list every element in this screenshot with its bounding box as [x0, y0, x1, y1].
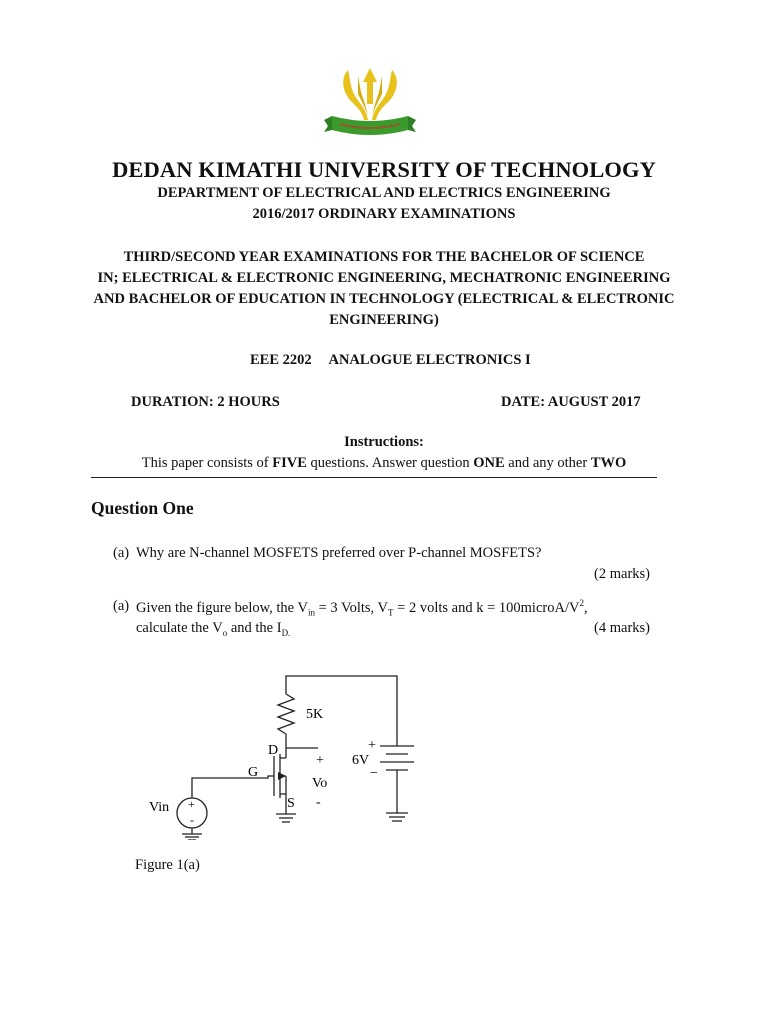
text-part: and the I [227, 620, 282, 636]
text-part: = 3 Volts, V [314, 599, 389, 616]
divider-rule [91, 477, 657, 478]
part-marks: (2 marks) [594, 566, 650, 582]
instructions-five: FIVE [272, 455, 307, 471]
instructions-heading: Instructions: [344, 434, 424, 450]
mosfet-arrow [278, 772, 286, 780]
vin-plus: + [188, 797, 195, 811]
programme-description [84, 247, 684, 331]
battery-label: 6V [352, 753, 370, 768]
programme-line: ENGINEERING) [329, 312, 439, 328]
department-name: DEPARTMENT OF ELECTRICAL AND ELECTRICS ENGINEERING [157, 185, 611, 201]
drain-label: D [268, 743, 279, 758]
course-name: ANALOGUE ELECTRONICS I [328, 352, 531, 368]
subscript: D. [281, 627, 291, 638]
logo-banner [324, 116, 416, 135]
part-question-text [136, 598, 588, 618]
instructions-two: TWO [590, 455, 627, 471]
instructions-one: ONE [473, 455, 505, 471]
course-line [250, 352, 531, 369]
exam-duration: DURATION: 2 HOURS [131, 394, 280, 410]
university-name: DEDAN KIMATHI UNIVERSITY OF TECHNOLOGY [112, 157, 656, 182]
instructions-text-part: This paper consists of [141, 455, 273, 471]
part-marks: (4 marks) [594, 620, 650, 636]
instructions-text [0, 455, 768, 472]
programme-line: IN; ELECTRICAL & ELECTRONIC ENGINEERING, MECHATRONIC ENGINEERING [97, 270, 671, 286]
output-minus: - [316, 795, 321, 810]
superscript: 2 [579, 598, 584, 608]
text-part: , [583, 599, 588, 616]
circuit-diagram [140, 668, 430, 840]
part-question-text: Why are N-channel MOSFETS preferred over P-channel MOSFETS? [136, 545, 542, 561]
vo-label: Vo [312, 776, 328, 791]
exam-date: DATE: AUGUST 2017 [501, 394, 641, 410]
part-label: (a) [113, 598, 130, 614]
university-logo [318, 64, 422, 140]
gate-label: G [248, 765, 259, 780]
part-label: (a) [113, 545, 130, 561]
resistor [278, 694, 294, 734]
logo-emblem [343, 68, 397, 120]
text-part: = 2 volts and k = 100microA/V [393, 599, 580, 616]
subscript: in [307, 607, 315, 618]
subscript: T [388, 607, 394, 618]
subscript: o [222, 627, 228, 638]
figure-caption: Figure 1(a) [135, 857, 200, 873]
battery-plus: + [368, 738, 376, 753]
output-plus: + [316, 753, 324, 768]
instructions-text-part: questions. Answer question [306, 455, 474, 471]
programme-line: AND BACHELOR OF EDUCATION IN TECHNOLOGY (ELECTRICAL & ELECTRONIC [93, 291, 675, 307]
programme-line: THIRD/SECOND YEAR EXAMINATIONS FOR THE BACHELOR OF SCIENCE [123, 249, 645, 265]
instructions-text-part: and any other [504, 455, 591, 471]
part-question-text [136, 620, 290, 638]
vin-minus: - [190, 813, 194, 827]
circuit-wires [177, 676, 414, 840]
vin-label: Vin [149, 800, 170, 815]
text-part: Given the figure below, the V [136, 599, 308, 616]
course-code: EEE 2202 [250, 352, 312, 368]
battery-minus: − [370, 766, 378, 781]
text-part: calculate the V [136, 620, 223, 636]
exam-session: 2016/2017 ORDINARY EXAMINATIONS [252, 206, 516, 222]
source-label: S [287, 796, 295, 811]
question-title: Question One [91, 498, 194, 518]
resistor-label: 5K [306, 707, 324, 722]
